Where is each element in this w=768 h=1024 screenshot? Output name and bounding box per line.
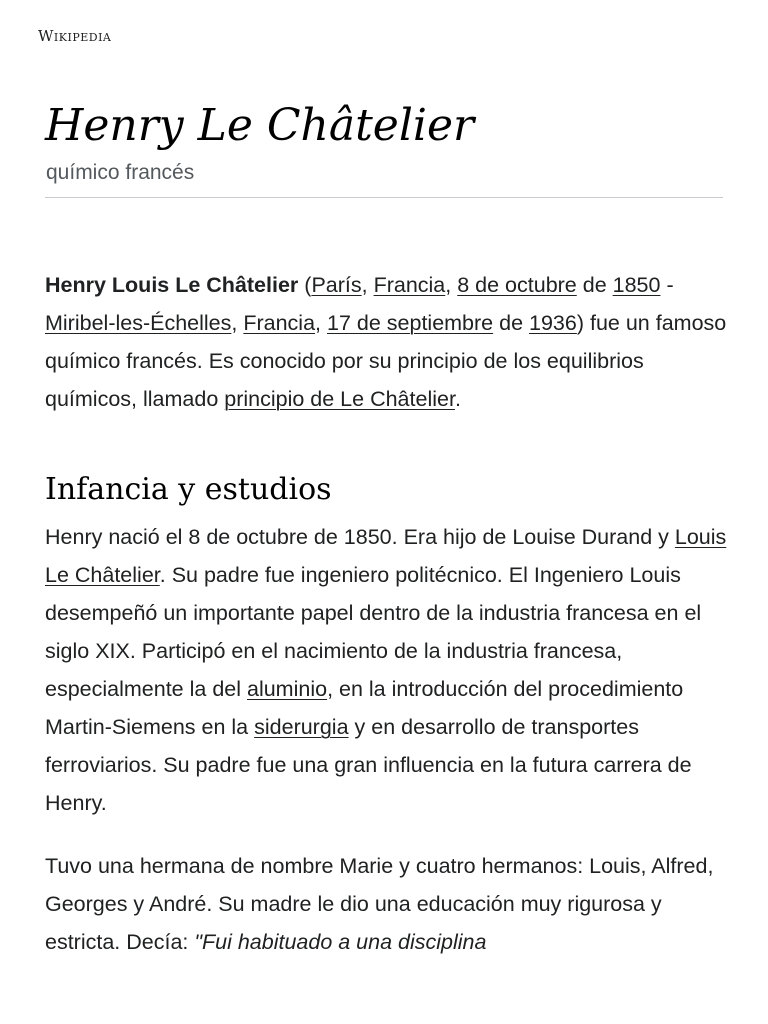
link-siderurgia[interactable]: siderurgia bbox=[254, 715, 349, 739]
intro-text: - bbox=[660, 273, 674, 297]
link-year-1936[interactable]: 1936 bbox=[529, 311, 577, 335]
intro-name: Henry Louis Le Châtelier bbox=[45, 273, 299, 297]
paragraph-text: Henry nació el 8 de octubre de 1850. Era hijo de Louise Durand y bbox=[45, 525, 675, 549]
article-body bbox=[45, 266, 727, 986]
wikipedia-wordmark[interactable]: Wikipedia bbox=[38, 27, 112, 45]
link-year-1850[interactable]: 1850 bbox=[612, 273, 661, 297]
paragraph-text: , en la introducción del procedimiento Martin-Siemens en la bbox=[45, 677, 684, 739]
intro-text: ( bbox=[298, 273, 312, 297]
intro-text: de bbox=[493, 311, 530, 335]
intro-text: , bbox=[361, 273, 374, 297]
paragraph-text: . Su padre fue ingeniero politécnico. El Ingeniero Louis desempeñó un importante papel dentro de la industria francesa en el siglo XIX. Participó en el nacimiento de la industria francesa, especialmente la del bbox=[45, 563, 702, 701]
paragraph-infancia-1 bbox=[45, 518, 727, 822]
intro-text: , bbox=[315, 311, 327, 335]
link-aluminio[interactable]: aluminio bbox=[246, 677, 328, 701]
link-louis-le-chatelier[interactable]: Louis Le Châtelier bbox=[45, 525, 727, 587]
intro-text: de bbox=[576, 273, 613, 297]
link-death-date[interactable]: 17 de septiembre bbox=[327, 311, 494, 335]
link-principle[interactable]: principio de Le Châtelier bbox=[224, 387, 455, 411]
paragraph-text: y en desarrollo de transportes ferroviarios. Su padre fue una gran influencia en la futura carrera de Henry. bbox=[45, 715, 692, 815]
intro-text: , bbox=[445, 273, 458, 297]
page-title: Henry Le Châtelier bbox=[45, 100, 475, 151]
link-francia[interactable]: Francia bbox=[373, 273, 446, 297]
link-francia-2[interactable]: Francia bbox=[243, 311, 316, 335]
link-paris[interactable]: París bbox=[311, 273, 362, 297]
intro-text: . bbox=[454, 387, 461, 411]
paragraph-infancia-2 bbox=[45, 847, 727, 961]
intro-paragraph bbox=[45, 266, 727, 418]
intro-text: ) fue un famoso químico francés. Es conocido por su principio de los equilibrios químicos, llamado bbox=[45, 311, 727, 411]
page-subtitle: químico francés bbox=[46, 161, 195, 184]
title-divider bbox=[45, 197, 723, 198]
quote-text: "Fui habituado a una disciplina bbox=[194, 930, 487, 954]
link-birth-date[interactable]: 8 de octubre bbox=[457, 273, 577, 297]
section-heading-infancia: Infancia y estudios bbox=[45, 472, 332, 507]
intro-text: , bbox=[231, 311, 244, 335]
paragraph-text: Tuvo una hermana de nombre Marie y cuatro hermanos: Louis, Alfred, Georges y André. Su madre le dio una educación muy rigurosa y estricta. Decía: bbox=[45, 854, 714, 954]
link-miribel[interactable]: Miribel-les-Échelles bbox=[45, 311, 232, 335]
